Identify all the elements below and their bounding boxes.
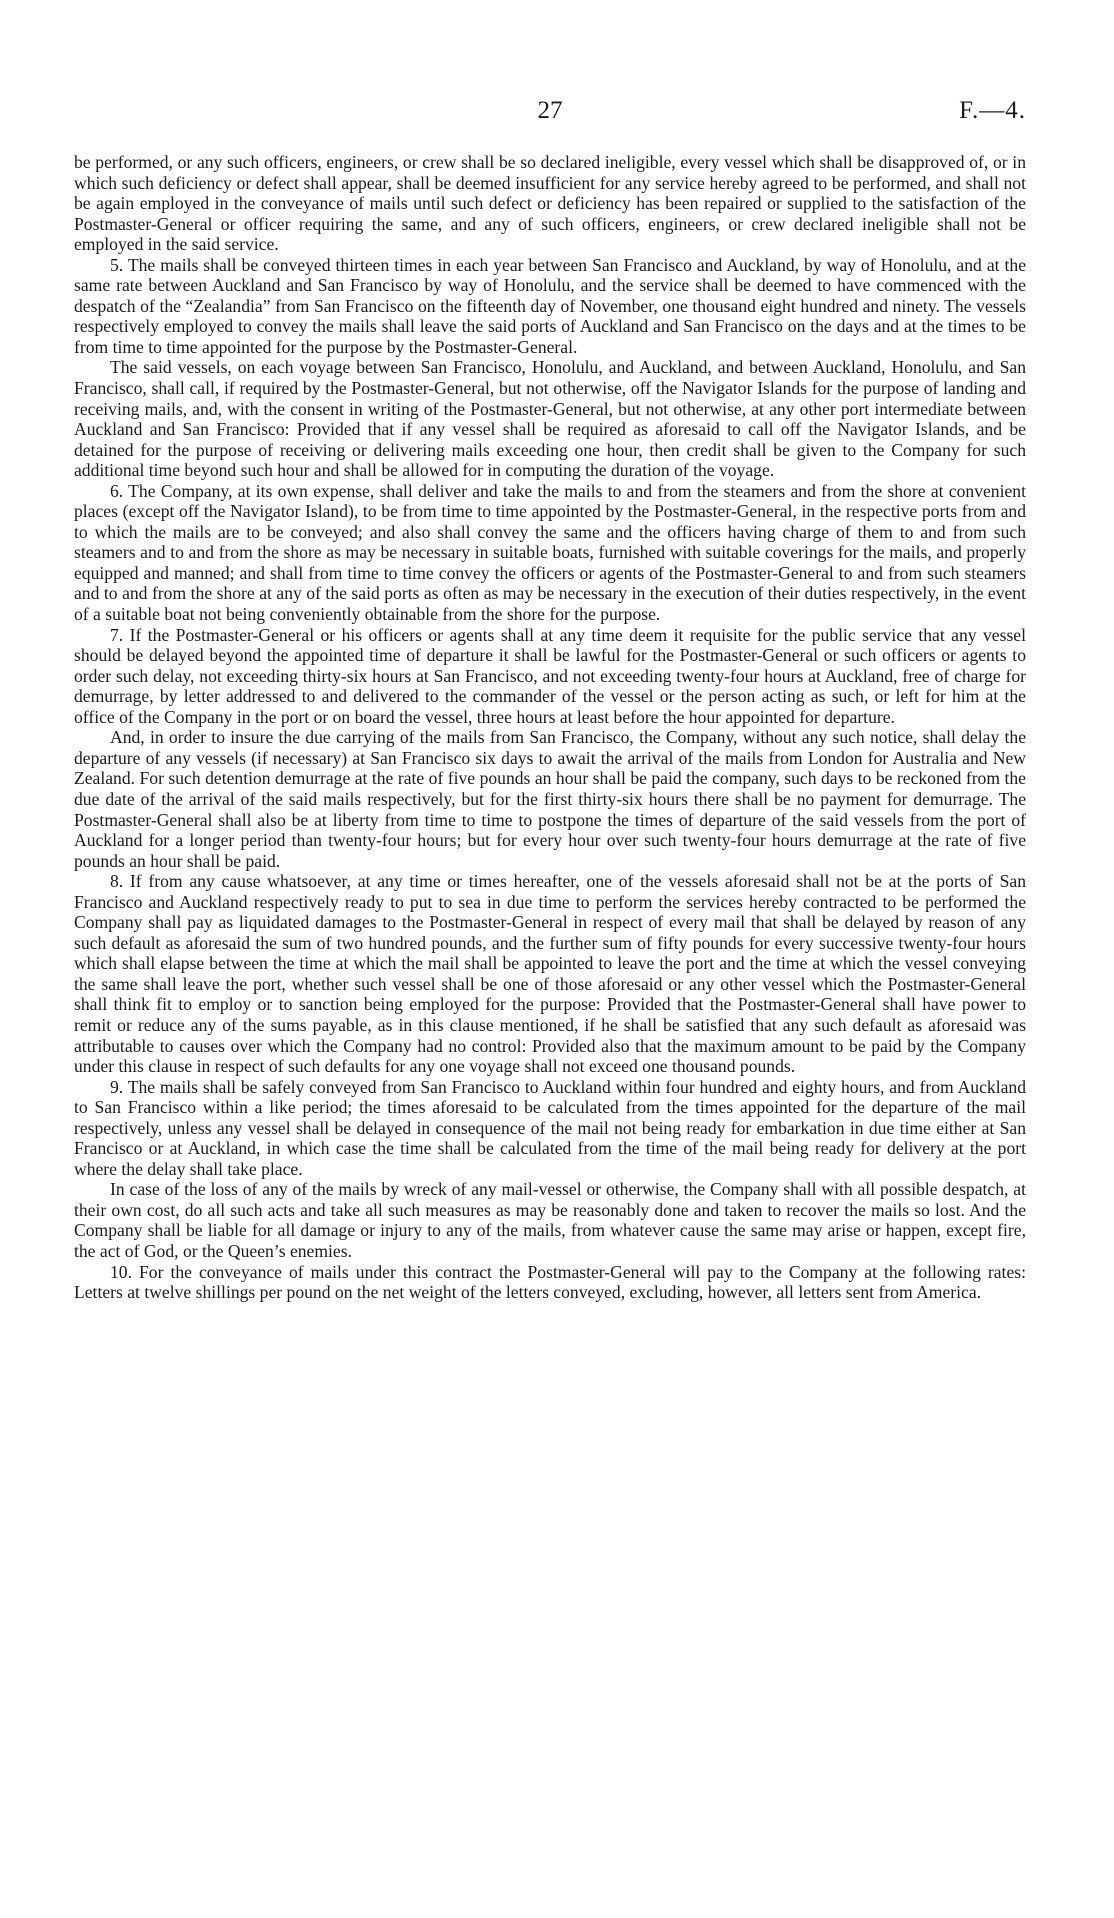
paragraph-clause-9: 9. The mails shall be safely conveyed from San Francisco to Auckland within four hundred and eighty hours, and from Auckland to San Francisco within a like period; the times aforesaid to be calculated from the times appointed for the departure of the mail respectively, unless any vessel shall be delayed in consequence of the mail not being ready for embarkation in due time either at San Francisco or at Auckland, in which case the time shall be calculated from the time of the mail being ready for delivery at the port where the delay shall take place. [74, 1076, 1026, 1179]
paragraph-continuation: be performed, or any such officers, engineers, or crew shall be so declared ineligible, every vessel which shall be disapproved of, or in which such deficiency or defect shall appear, shall be deemed insufficient for any service hereby agreed to be performed, and shall not be again employed in the conveyance of mails until such defect or deficiency has been repaired or supplied to the satisfaction of the Postmaster-General or officer requiring the same, and any of such officers, engineers, or crew declared ineligible shall not be employed in the said service. [74, 152, 1026, 255]
paragraph-clause-6: 6. The Company, at its own expense, shall deliver and take the mails to and from the steamers and from the shore at convenient places (except off the Navigator Island), to be from time to time appointed by the Postmaster-General, in the respective ports from and to which the mails are to be conveyed; and also shall convey the same and the officers having charge of them to and from such steamers and to and from the shore as may be necessary in suitable boats, furnished with suitable coverings for the mails, and properly equipped and manned; and shall from time to time convey the officers or agents of the Postmaster-General to and from such steamers and to and from the shore at any of the said ports as often as may be necessary in the execution of their duties respectively, in the event of a suitable boat not being conveniently obtainable from the shore for the purpose. [74, 480, 1026, 625]
page-header [74, 96, 1026, 136]
document-page [74, 96, 1026, 1303]
paragraph-clause-7: 7. If the Postmaster-General or his officers or agents shall at any time deem it requisite for the public service that any vessel should be delayed beyond the appointed time of departure it shall be lawful for the Postmaster-General or such officers or agents to order such delay, not exceeding thirty-six hours at San Francisco, and not exceeding twenty-four hours at Auckland, free of charge for demurrage, by letter addressed to and delivered to the commander of the vessel or the person acting as such, or left for him at the office of the Company in the port or on board the vessel, three hours at least before the hour appointed for departure. [74, 624, 1026, 727]
paragraph-clause-7-demurrage: And, in order to insure the due carrying of the mails from San Francisco, the Company, without any such notice, shall delay the departure of any vessels (if necessary) at San Francisco six days to await the arrival of the mails from London for Australia and New Zealand. For such detention demurrage at the rate of five pounds an hour shall be paid the company, such days to be reckoned from the due date of the arrival of the said mails respectively, but for the first thirty-six hours there shall be no payment for demurrage. The Postmaster-General shall also be at liberty from time to time to postpone the times of departure of the said vessels from the port of Auckland for a longer period than twenty-four hours; but for every hour over such twenty-four hours demurrage at the rate of five pounds an hour shall be paid. [74, 727, 1026, 871]
paragraph-clause-10: 10. For the conveyance of mails under this contract the Postmaster-General will pay to the Company at the following rates: Letters at twelve shillings per pound on the net weight of the letters conveyed, excluding, however, all letters sent from America. [74, 1261, 1026, 1303]
body-text [74, 152, 1026, 1303]
paragraph-clause-5-calls: The said vessels, on each voyage between San Francisco, Honolulu, and Auckland, and between Auckland, Honolulu, and San Francisco, shall call, if required by the Postmaster-General, but not otherwise, off the Navigator Islands for the purpose of landing and receiving mails, and, with the consent in writing of the Postmaster-General, but not otherwise, at any other port intermediate between Auckland and San Francisco: Provided that if any vessel shall be required as aforesaid to call off the Navigator Islands, and be detained for the purpose of receiving or delivering mails exceeding one hour, then credit shall be given to the Company for such additional time beyond such hour and shall be allowed for in computing the duration of the voyage. [74, 357, 1026, 481]
paragraph-clause-8: 8. If from any cause whatsoever, at any time or times hereafter, one of the vessels aforesaid shall not be at the ports of San Francisco and Auckland respectively ready to put to sea in due time to perform the services hereby contracted to be performed the Company shall pay as liquidated damages to the Postmaster-General in respect of every mail that shall be delayed by reason of any such default as aforesaid the sum of two hundred pounds, and the further sum of fifty pounds for every successive twenty-four hours which shall elapse between the time at which the mail shall be appointed to leave the port and the time at which the vessel conveying the same shall leave the port, whether such vessel shall be one of those aforesaid or any other vessel which the Postmaster-General shall think fit to employ or to sanction being employed for the purpose: Provided that the Postmaster-General shall have power to remit or reduce any of the sums payable, as in this clause mentioned, if he shall be satisfied that any such default as aforesaid was attributable to causes over which the Company had no control: Provided also that the maximum amount to be paid by the Company under this clause in respect of such defaults for any one voyage shall not exceed one thousand pounds. [74, 871, 1026, 1077]
paragraph-clause-5: 5. The mails shall be conveyed thirteen times in each year between San Francisco and Auckland, by way of Honolulu, and at the same rate between Auckland and San Francisco by way of Honolulu, and the service shall be deemed to have commenced with the despatch of the “Zealandia” from San Francisco on the fifteenth day of November, one thousand eight hundred and ninety. The vessels respectively employed to convey the mails shall leave the said ports of Auckland and San Francisco on the days and at the times to be from time to time appointed for the purpose by the Postmaster-General. [74, 254, 1026, 357]
paper-reference: F.—4. [959, 97, 1026, 124]
paragraph-clause-9-loss: In case of the loss of any of the mails by wreck of any mail-vessel or otherwise, the Company shall with all possible despatch, at their own cost, do all such acts and take all such measures as may be reasonably done and taken to recover the mails so lost. And the Company shall be liable for all damage or injury to any of the mails, from whatever cause the same may arise or happen, except fire, the act of God, or the Queen’s enemies. [74, 1179, 1026, 1261]
page-number: 27 [537, 97, 563, 124]
